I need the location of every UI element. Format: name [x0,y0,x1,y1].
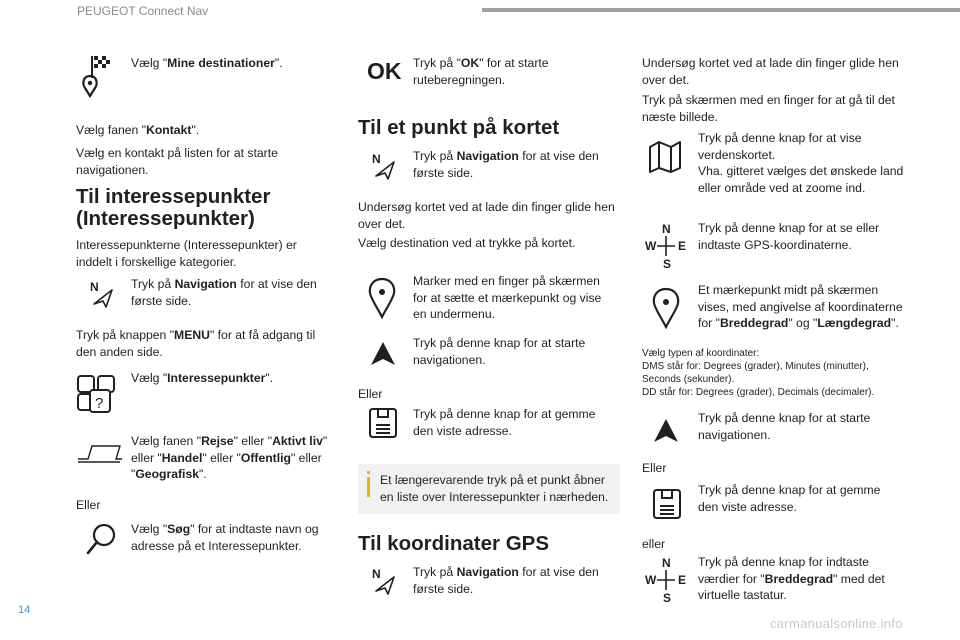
map-pin-icon [650,287,682,329]
svg-text:?: ? [95,395,104,412]
col3-p6: Et mærkepunkt midt på skærmen vises, med angivelse af koordinaterne for "Breddegrad" og "Længdegrad". [698,283,903,330]
col1-p8: Vælg fanen "Rejse" eller "Aktivt liv" eller "Handel" eller "Offentlig" eller "Geografisk". [131,434,328,481]
search-icon [84,522,118,558]
svg-text:N: N [662,222,671,236]
col2-p3: Undersøg kortet ved at lade din finger glide hen over det. [358,200,615,231]
svg-text:E: E [678,239,687,253]
col3-or1: Eller [642,461,667,475]
world-map-icon [647,138,683,174]
svg-text:N: N [90,280,99,294]
col2-p1: Tryk på "OK" for at starte ruteberegningen. [413,56,549,87]
col1-p6: Tryk på knappen "MENU" for at få adgang til den anden side. [76,328,316,359]
col1-p2: Vælg fanen "Kontakt". [76,123,200,137]
col2-p8: Tryk på Navigation for at vise den første side. [413,565,599,596]
col3-p4: Vha. gitteret vælges det ønskede land eller område ved at zoome ind. [698,164,904,195]
col2-p5: Marker med en finger på skærmen for at sætte et mærkepunkt og vise en undermenu. [413,274,602,321]
header-bar [482,8,960,12]
svg-text:S: S [663,257,672,270]
col3-p7: Tryk på denne knap for at starte navigationen. [698,411,871,442]
svg-text:N: N [372,152,381,166]
col2-p7: Tryk på denne knap for at gemme den viste adresse. [413,407,596,438]
col3-or2: eller [642,537,666,551]
col1-or: Eller [76,498,101,512]
heading-koordinater-gps: Til koordinater GPS [358,532,549,555]
col1-p9: Vælg "Søg" for at indtaste navn og adresse på et Interessepunkter. [131,522,319,553]
col3-p8: Tryk på denne knap for at gemme den viste adresse. [698,483,881,514]
heading-punkt-paa-kortet: Til et punkt på kortet [358,116,560,139]
navigation-arrow-icon [372,152,398,180]
navigation-arrow-icon [372,567,398,595]
start-navigation-icon [651,417,681,445]
col3-s4: DD står for: Degrees (grader), Decimals (decimaler). [642,387,875,398]
start-navigation-icon [368,340,398,368]
svg-text:W: W [645,573,657,587]
col2-p4: Vælg destination ved at trykke på kortet. [358,236,576,250]
running-header: PEUGEOT Connect Nav [77,4,209,18]
compass-icon [644,556,688,604]
save-address-icon [367,406,399,440]
col3-p5: Tryk på denne knap for at se eller indtaste GPS-koordinaterne. [698,221,880,252]
svg-text:N: N [662,556,671,570]
ok-icon: OK [367,58,402,84]
col3-p2: Tryk på skærmen med en finger for at gå til det næste billede. [642,93,895,124]
watermark: carmanualsonline.info [770,616,903,631]
svg-text:S: S [663,591,672,604]
tip-text: Et længerevarende tryk på et punkt åbner en liste over Interessepunkter i nærheden. [380,473,609,504]
tip-dot [367,471,370,474]
page-number: 14 [18,604,31,616]
svg-text:N: N [372,567,381,581]
poi-categories-icon [76,370,118,414]
tab-bar-icon [76,440,122,464]
col3-p1: Undersøg kortet ved at lade din finger glide hen over det. [642,56,899,87]
svg-text:E: E [678,573,687,587]
tip-box [358,464,620,514]
save-address-icon [651,487,683,521]
navigation-arrow-icon [90,280,116,308]
col2-p6: Tryk på denne knap for at starte navigationen. [413,336,586,367]
compass-icon [644,222,688,270]
col1-p1: Vælg "Mine destinationer". [131,56,283,70]
col1-p3: Vælg en kontakt på listen for at starte navigationen. [76,146,278,177]
map-pin-icon [366,277,398,319]
col1-p4: Interessepunkterne (Interessepunkter) er inddelt i forskellige kategorier. [76,238,297,269]
col1-p5: Tryk på Navigation for at vise den første side. [131,277,317,308]
col3-p3: Tryk på denne knap for at vise verdenskortet. [698,131,862,162]
col3-s3: Seconds (sekunder). [642,374,735,385]
col1-p7: Vælg "Interessepunkter". [131,371,274,385]
tip-accent-bar [367,477,370,497]
flag-pin-icon [80,54,112,100]
col2-p2: Tryk på Navigation for at vise den første side. [413,149,599,180]
col2-or: Eller [358,387,383,401]
col3-s2: DMS står for: Degrees (grader), Minutes (minutter), [642,361,869,372]
heading-interessepunkter: Til interessepunkter (Interessepunkter) [76,185,271,230]
col3-p9: Tryk på denne knap for indtaste værdier for "Breddegrad" med det virtuelle tastatur. [698,555,885,602]
svg-text:W: W [645,239,657,253]
col3-s1: Vælg typen af koordinater: [642,348,760,359]
